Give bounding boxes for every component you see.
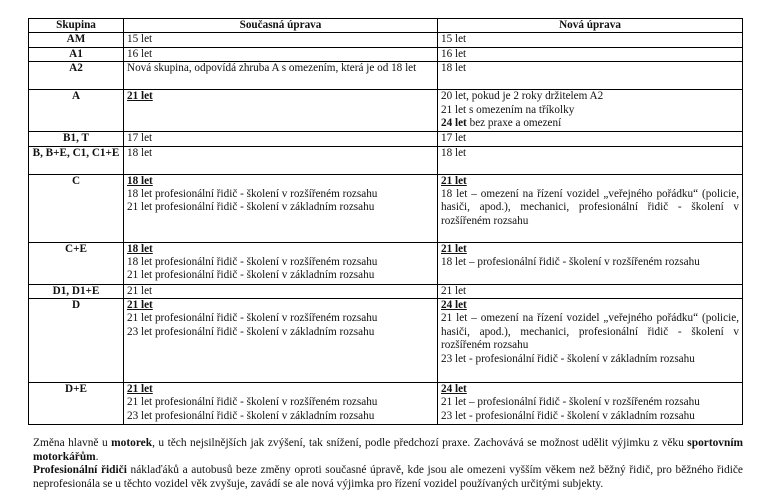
table-row xyxy=(29,299,743,383)
note-bold: motorek xyxy=(111,437,153,449)
cell-text: bez praxe a omezení xyxy=(466,117,562,130)
cell-line: 18 let profesionální řidič - školení v rozšířeném rozsahu xyxy=(127,188,378,201)
cell-line: 21 let profesionální řidič - školení v základním rozsahu xyxy=(127,269,375,282)
group-cell: A2 xyxy=(29,62,124,90)
cell-line: 23 let - profesionální řidič - školení v základním rozsahu xyxy=(441,409,695,422)
cell-line: 18 let xyxy=(127,242,153,255)
cell-line: 18 let xyxy=(127,174,153,187)
table-row xyxy=(29,383,743,425)
group-cell: C xyxy=(29,174,124,242)
cell-line: 21 let – profesionální řidič - školení v rozšířeném rozsahu xyxy=(441,396,700,409)
cell-line: 24 let xyxy=(441,299,467,312)
cell-line: 18 let xyxy=(441,62,467,75)
note-professional-drivers xyxy=(33,464,743,491)
cell-line: 18 let xyxy=(127,146,153,159)
header-new: Nová úprava xyxy=(438,19,743,33)
new-cell xyxy=(438,383,743,425)
new-cell xyxy=(438,47,743,61)
table-row xyxy=(29,284,743,298)
cell-line: 17 let xyxy=(127,132,153,145)
cell-line: 24 let xyxy=(441,383,467,396)
note-text: , u těch nejsilnějších jak zvýšení, tak snížení, podle předchozí praxe. Zachovává se možnost udělit výjimku z věku xyxy=(152,437,688,449)
new-cell xyxy=(438,33,743,47)
note-text: náklaďáků a autobusů beze změny oproti současné úpravě, kde jsou ale omezeni vyšším věkem než běžný řidič, pro běžného řidiče neprofesionála se u těchto vozidel věk zvyšuje, zavádí se ale nová výjimka pro řízení vozidel používaných určitými subjekty. xyxy=(33,464,743,490)
cell-line: 16 let xyxy=(127,47,153,60)
cell-line: 21 let xyxy=(127,90,153,103)
group-cell: A1 xyxy=(29,47,124,61)
current-cell xyxy=(124,33,438,47)
cell-line: 18 let – omezení na řízení vozidel „veřejného pořádku“ (policie, hasiči, apod.), mechanici, profesionální řidič - školení v rozšířeném rozsahu xyxy=(441,188,739,227)
table-row xyxy=(29,146,743,174)
group-cell: A xyxy=(29,90,124,132)
group-cell: D xyxy=(29,299,124,383)
current-cell xyxy=(124,284,438,298)
cell-line: 20 let, pokud je 2 roky držitelem A2 xyxy=(441,90,604,103)
cell-line: Nová skupina, odpovídá zhruba A s omezením, která je od 18 let xyxy=(127,62,417,75)
group-cell: C+E xyxy=(29,242,124,284)
current-cell xyxy=(124,242,438,284)
cell-line: 21 let xyxy=(441,242,467,255)
header-current: Současná úprava xyxy=(124,19,438,33)
cell-line: 21 let xyxy=(441,174,467,187)
driving-license-age-table xyxy=(28,18,743,425)
cell-line: 23 let - profesionální řidič - školení v základním rozsahu xyxy=(441,352,695,365)
cell-line xyxy=(441,117,739,130)
cell-line: 18 let – profesionální řidič - školení v rozšířeném rozsahu xyxy=(441,256,700,269)
group-cell: B1, T xyxy=(29,132,124,146)
cell-line: 15 let xyxy=(127,33,153,46)
cell-line: 21 let – omezení na řízení vozidel „veřejného pořádku“ (policie, hasiči, apod.), mechanici, profesionální řidič - školení v rozšířeném rozsahu xyxy=(441,312,739,352)
cell-line: 21 let profesionální řidič - školení v základním rozsahu xyxy=(127,201,375,214)
table-row xyxy=(29,33,743,47)
cell-line: 18 let xyxy=(441,146,467,159)
table-row xyxy=(29,242,743,284)
new-cell xyxy=(438,62,743,90)
table-row xyxy=(29,174,743,242)
group-cell: D1, D1+E xyxy=(29,284,124,298)
current-cell xyxy=(124,174,438,242)
group-cell: D+E xyxy=(29,383,124,425)
new-cell xyxy=(438,284,743,298)
cell-line: 18 let profesionální řidič - školení v rozšířeném rozsahu xyxy=(127,256,378,269)
cell-line: 15 let xyxy=(441,33,467,46)
cell-line: 16 let xyxy=(441,47,467,60)
table-row xyxy=(29,47,743,61)
cell-bold-text: 24 let xyxy=(441,117,467,130)
current-cell xyxy=(124,62,438,90)
current-cell xyxy=(124,383,438,425)
new-cell xyxy=(438,242,743,284)
new-cell xyxy=(438,174,743,242)
new-cell xyxy=(438,132,743,146)
note-motorcycles xyxy=(33,437,743,464)
cell-line: 21 let xyxy=(127,284,153,297)
cell-line: 21 let xyxy=(127,299,153,312)
cell-line: 21 let s omezením na tříkolky xyxy=(441,103,575,116)
table-row xyxy=(29,90,743,132)
table-row xyxy=(29,132,743,146)
cell-line: 21 let xyxy=(441,284,467,297)
notes xyxy=(33,437,743,491)
current-cell xyxy=(124,299,438,383)
note-text: Změna hlavně u xyxy=(33,437,112,449)
cell-line: 17 let xyxy=(441,132,467,145)
current-cell xyxy=(124,90,438,132)
header-group: Skupina xyxy=(29,19,124,33)
group-cell: B, B+E, C1, C1+E xyxy=(29,146,124,174)
cell-line: 21 let profesionální řidič - školení v rozšířeném rozsahu xyxy=(127,312,378,325)
note-text: . xyxy=(95,450,99,463)
current-cell xyxy=(124,132,438,146)
note-bold: Profesionální řidiči xyxy=(33,464,127,477)
cell-line: 23 let profesionální řidič - školení v základním rozsahu xyxy=(127,325,375,338)
cell-line: 23 let profesionální řidič - školení v základním rozsahu xyxy=(127,409,375,422)
current-cell xyxy=(124,47,438,61)
cell-line: 21 let profesionální řidič - školení v rozšířeném rozsahu xyxy=(127,396,378,409)
group-cell: AM xyxy=(29,33,124,47)
note-bold: sportovním motorkářům xyxy=(33,437,743,463)
current-cell xyxy=(124,146,438,174)
table-row xyxy=(29,62,743,90)
new-cell xyxy=(438,90,743,132)
cell-line: 21 let xyxy=(127,383,153,396)
new-cell xyxy=(438,299,743,383)
new-cell xyxy=(438,146,743,174)
table-header-row xyxy=(29,19,743,33)
